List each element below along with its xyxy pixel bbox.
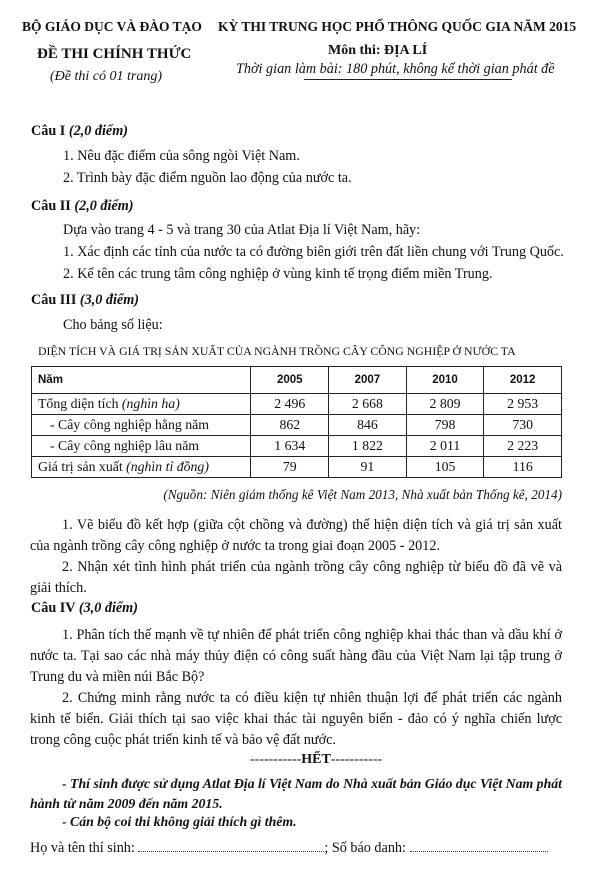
- data-table: [31, 366, 562, 478]
- table-cell: 2 953: [484, 394, 562, 415]
- table-cell: 91: [329, 457, 407, 478]
- q2-heading: Câu II (2,0 điểm): [31, 198, 134, 214]
- table-row: [32, 394, 562, 415]
- header-cell-2007: 2007: [329, 367, 407, 394]
- table-cell: 798: [406, 415, 484, 436]
- table-cell: 2 223: [484, 436, 562, 457]
- q4-item-1: 1. Phân tích thế mạnh về tự nhiên để phát triển công nghiệp khai thác than và dầu khí ở nước ta. Tại sao các nhà máy thủy điện có công suất hàng đầu của Việt Nam lại tập trung ở Trung du và miền núi Bắc Bộ?: [30, 627, 562, 685]
- header-cell-2012: 2012: [484, 367, 562, 394]
- candidate-line: [30, 840, 548, 857]
- duration-label: Thời gian làm bài: 180 phút, không kể thời gian phát đề: [236, 61, 555, 77]
- table-cell: 2 809: [406, 394, 484, 415]
- table-cell: 862: [251, 415, 329, 436]
- table-title: DIỆN TÍCH VÀ GIÁ TRỊ SẢN XUẤT CỦA NGÀNH TRỒNG CÂY CÔNG NGHIỆP Ở NƯỚC TA: [38, 344, 516, 358]
- row-label: Giá trị sản xuất (nghìn tỉ đồng): [32, 457, 251, 478]
- q3-intro: Cho bảng số liệu:: [63, 317, 163, 333]
- id-label: ; Số báo danh:: [324, 840, 406, 856]
- q2-item-2: 2. Kể tên các trung tâm công nghiệp ở vùng kinh tế trọng điểm miền Trung.: [63, 266, 493, 282]
- table-cell: 1 822: [329, 436, 407, 457]
- q3-item-1: 1. Vẽ biểu đồ kết hợp (giữa cột chồng và đường) thể hiện diện tích và giá trị sản xuất của ngành trồng cây công nghiệp ở nước ta trong giai đoạn 2005 - 2012.: [30, 517, 562, 554]
- subject-label: Môn thi: ĐỊA LÍ: [328, 43, 428, 58]
- end-marker: -----------HẾT-----------: [250, 752, 383, 767]
- q2-intro: Dựa vào trang 4 - 5 và trang 30 của Atlat Địa lí Việt Nam, hãy:: [63, 222, 421, 238]
- table-cell: 730: [484, 415, 562, 436]
- note-atlat: - Thí sinh được sử dụng Atlat Địa lí Việt Nam do Nhà xuất bản Giáo dục Việt Nam phát hành từ năm 2009 đến năm 2015.: [30, 776, 562, 811]
- exam-title: KỲ THI TRUNG HỌC PHỔ THÔNG QUỐC GIA NĂM 2015: [218, 19, 577, 34]
- table-source: (Nguồn: Niên giám thống kê Việt Nam 2013, Nhà xuất bản Thống kê, 2014): [163, 487, 562, 502]
- q4-heading: Câu IV (3,0 điểm): [31, 600, 138, 616]
- pages-note: (Đề thi có 01 trang): [50, 69, 162, 84]
- official-label: ĐỀ THI CHÍNH THỨC: [37, 46, 192, 62]
- q3-item-2: 2. Nhận xét tình hình phát triển của ngành trồng cây công nghiệp từ biểu đồ đã vẽ và giải thích.: [30, 559, 562, 596]
- q1-heading: Câu I (2,0 điểm): [31, 123, 128, 139]
- name-field[interactable]: [138, 841, 324, 852]
- table-cell: 2 668: [329, 394, 407, 415]
- name-label: Họ và tên thí sinh:: [30, 840, 135, 856]
- row-label: - Cây công nghiệp hằng năm: [32, 415, 251, 436]
- id-field[interactable]: [410, 841, 548, 852]
- q1-item-2: 2. Trình bày đặc điểm nguồn lao động của nước ta.: [63, 170, 352, 186]
- header-cell-2005: 2005: [251, 367, 329, 394]
- table-cell: 105: [406, 457, 484, 478]
- q3-heading: Câu III (3,0 điểm): [31, 292, 139, 308]
- table-row: [32, 457, 562, 478]
- q2-item-1: 1. Xác định các tỉnh của nước ta có đường biên giới trên đất liền chung với Trung Quốc.: [63, 244, 564, 260]
- q1-item-1: 1. Nêu đặc điểm của sông ngòi Việt Nam.: [63, 148, 300, 164]
- table-row: [32, 415, 562, 436]
- q4-item-2: 2. Chứng minh rằng nước ta có điều kiện tự nhiên thuận lợi để phát triển các ngành kinh tế biển. Giải thích tại sao việc khai thác tài nguyên biển - đảo có ý nghĩa chiến lược trong công cuộc phát triển kinh tế và bảo vệ đất nước.: [30, 690, 562, 748]
- table-cell: 2 496: [251, 394, 329, 415]
- table-cell: 2 011: [406, 436, 484, 457]
- ministry-name: BỘ GIÁO DỤC VÀ ĐÀO TẠO: [22, 19, 202, 34]
- table-row: [32, 436, 562, 457]
- note-proctor: - Cán bộ coi thi không giải thích gì thêm.: [62, 814, 297, 829]
- table-cell: 79: [251, 457, 329, 478]
- header-cell-2010: 2010: [406, 367, 484, 394]
- header-underline: [304, 79, 512, 80]
- row-label: Tổng diện tích (nghìn ha): [32, 394, 251, 415]
- table-cell: 1 634: [251, 436, 329, 457]
- header-cell-year: Năm: [32, 367, 251, 394]
- table-header-row: [32, 367, 562, 394]
- row-label: - Cây công nghiệp lâu năm: [32, 436, 251, 457]
- table-cell: 116: [484, 457, 562, 478]
- table-cell: 846: [329, 415, 407, 436]
